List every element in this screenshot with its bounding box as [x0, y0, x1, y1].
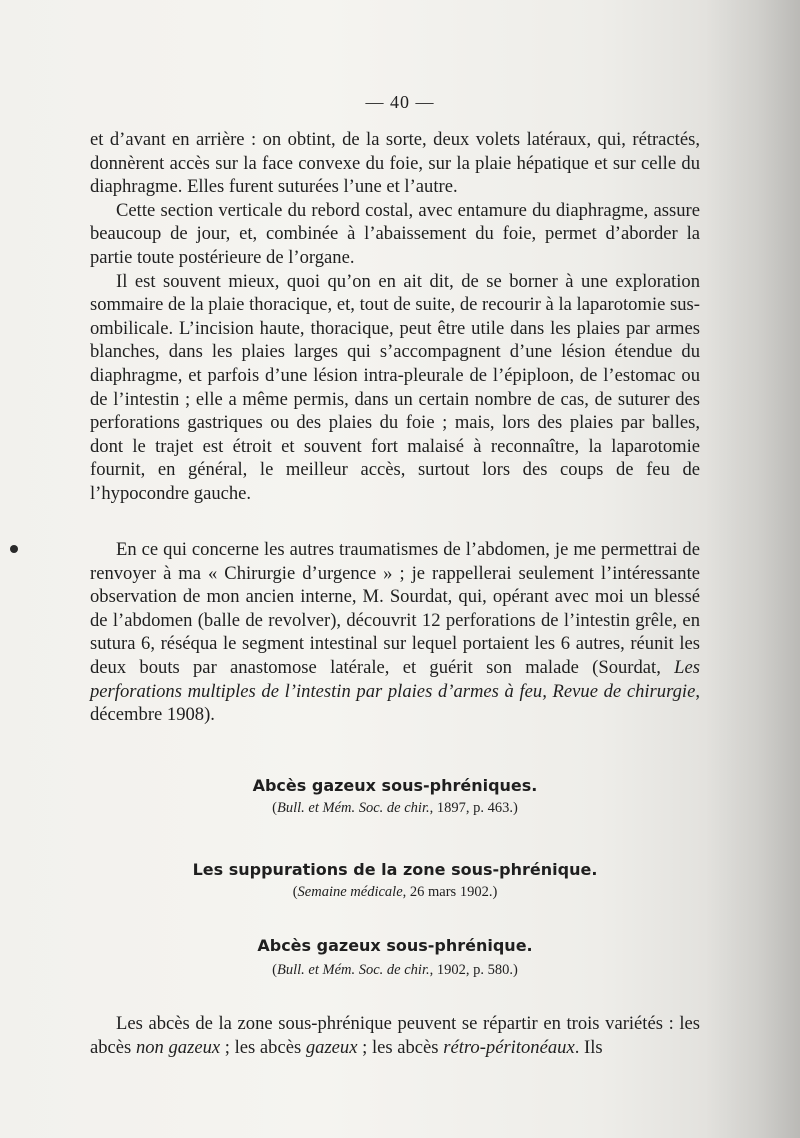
citation-paren: ( — [292, 884, 298, 900]
citation-paren: ( — [272, 800, 277, 816]
section-heading: Abcès gazeux sous-phrénique. — [257, 936, 533, 955]
paragraph — [90, 1012, 700, 1059]
citation-source: Semaine médicale — [297, 884, 403, 900]
variety-term: rétro-péritonéaux — [443, 1036, 575, 1058]
citation-details: , 1902, p. 580.) — [429, 962, 518, 978]
variety-term: gazeux — [305, 1036, 358, 1058]
paragraph-text: En ce qui concerne les autres traumatismes de l’abdomen, je me permettrai de renvoyer à ma « Chirurgie d’urgence » ; je rappellerai seulement l’intéressante observation de mon ancien interne, M. Sourdat, qui, opérant avec moi un blessé de l’abdomen (balle de revolver), découvrit 12 perforations de l’intestin grêle, en sutura 6, réséqua le segment intestinal sur lequel portaient les 6 autres, réunit les deux bouts par anastomose latérale, et guérit son malade (Sourdat, — [90, 539, 700, 678]
body-text-top — [90, 128, 700, 506]
page-number: — 40 — — [365, 92, 435, 112]
paragraph-text: ; les abcès — [357, 1036, 444, 1058]
body-text-middle — [90, 538, 700, 727]
citation-details: , 26 mars 1902.) — [402, 884, 498, 900]
journal-title: Revue de chirurgie — [552, 680, 696, 702]
citation-details: , 1897, p. 463.) — [429, 800, 518, 816]
paragraph-text: ; les abcès — [220, 1036, 306, 1058]
section-citation — [90, 800, 700, 817]
margin-ink-dot — [10, 545, 18, 553]
paragraph: et d’avant en arrière : on obtint, de la sorte, deux volets latéraux, qui, rétractés, donnèrent accès sur la face convexe du foie, sur la plaie hépatique et sur celle du diaphragme. Elles furent suturées l’une et l’autre. — [90, 129, 700, 198]
paragraph-text: . Ils — [574, 1036, 603, 1058]
paragraph: Il est souvent mieux, quoi qu’on en ait dit, de se borner à une exploration sommaire de la plaie thoracique, et, tout de suite, de recourir à la laparotomie sus-ombilicale. L’incision haute, thoracique, peut être utile dans les plaies par armes blanches, dans les plaies larges qui s’accompagnent d’une lésion étendue du diaphragme, et parfois d’une lésion intra-pleurale de l’épiploon, de l’estomac ou de l’intestin ; elle a même permis, dans un certain nombre de cas, de suturer des perforations gastriques ou des plaies du foie ; mais, lors des plaies par balles, dont le trajet est étroit et souvent fort malaisé à reconnaître, la laparotomie fournit, en général, le meilleur accès, surtout lors des coups de feu de l’hypocondre gauche. — [90, 270, 700, 504]
article-title: Les perforations multiples de l’intestin par plaies d’armes à feu, — [90, 656, 700, 702]
page-shadow — [705, 0, 800, 1138]
section-citation — [90, 884, 700, 901]
section-citation — [90, 962, 700, 979]
section-heading: Abcès gazeux sous-phréniques. — [252, 776, 538, 795]
paragraph: Cette section verticale du rebord costal, avec entamure du diaphragme, assure beaucoup de jour, et, combinée à l’abaissement du foie, permet d’aborder la partie toute postérieure de l’organe. — [90, 199, 700, 268]
variety-term: non gazeux — [135, 1036, 221, 1058]
section-heading: Les suppurations de la zone sous-phrénique. — [192, 860, 598, 879]
paragraph — [90, 538, 700, 727]
citation-source: Bull. et Mém. Soc. de chir. — [277, 800, 430, 816]
citation-source: Bull. et Mém. Soc. de chir. — [277, 962, 430, 978]
citation-paren: ( — [272, 962, 277, 978]
paragraph-text: , décembre 1908). — [90, 680, 700, 726]
paragraph-text: Les abcès de la zone sous-phrénique peuvent se répartir en trois variétés : les abcès — [90, 1013, 700, 1058]
body-text-bottom — [90, 1012, 700, 1059]
